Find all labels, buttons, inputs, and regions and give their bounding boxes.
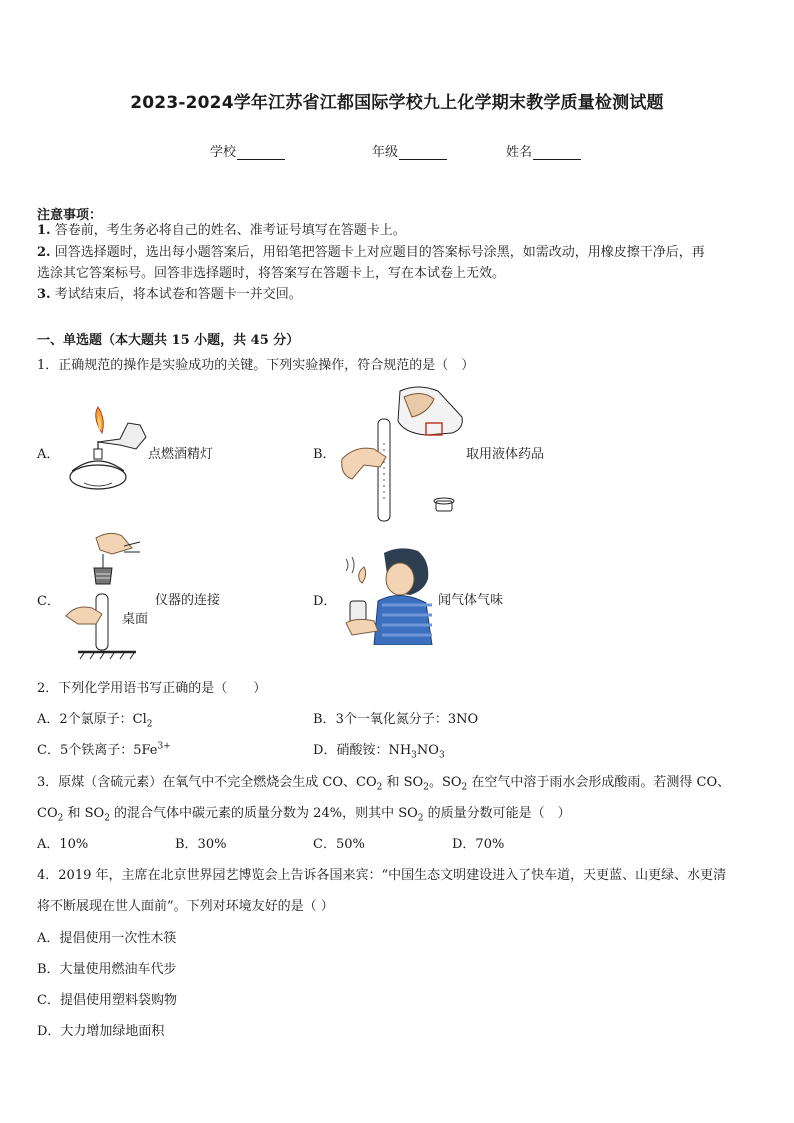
q3-option-b: B．30% xyxy=(175,837,227,852)
notice-item-2: 2. 回答选择题时，选出每小题答案后，用铅笔把答题卡上对应题目的答案标号涂黑，如需改动，用橡皮擦干净后，再 xyxy=(37,245,705,260)
name-field xyxy=(506,141,581,160)
q2-option-b: B．3个一氧化氮分子：3NO xyxy=(313,712,479,727)
liquid-transfer-figure xyxy=(338,383,468,523)
grade-field xyxy=(372,141,447,160)
q1-option-b-caption: 取用液体药品 xyxy=(466,447,545,462)
q1-option-a-letter: A． xyxy=(37,447,60,462)
notice-item-3: 3. 考试结束后，将本试卷和答题卡一并交回。 xyxy=(37,287,302,302)
q1-option-d-letter: D． xyxy=(313,594,337,609)
name-blank xyxy=(533,146,581,160)
q4-option-a: A．提倡使用一次性木筷 xyxy=(37,931,177,946)
q3-option-a: A．10% xyxy=(37,837,89,852)
q1-option-c-letter: C． xyxy=(37,594,60,609)
school-blank xyxy=(237,146,285,160)
q1-stem: 1．正确规范的操作是实验成功的关键。下列实验操作，符合规范的是（ ） xyxy=(37,358,475,373)
q3-stem-line-2: $CO_2$ 和 $SO_2$ 的混合气体中碳元素的质量分数为 24%，则其中 $SO_2$ 的质量分数可能是（ ） xyxy=(37,806,571,824)
notice-item-2-cont: 选涂其它答案标号。回答非选择题时，将答案写在答题卡上，写在本试卷上无效。 xyxy=(37,266,506,281)
q1-option-a-caption: 点燃酒精灯 xyxy=(148,447,214,462)
q2-option-d: D．硝酸铵：$NH_3NO_3$ xyxy=(313,743,445,761)
smelling-gas-figure xyxy=(338,545,438,645)
q1-option-b-letter: B． xyxy=(313,447,336,462)
q2-option-c: C．5个铁离子：$5Fe^{3+}$ xyxy=(37,741,171,758)
alcohol-lamp-figure xyxy=(62,405,152,497)
notice-item-1: 1. 答卷前，考生务必将自己的姓名、准考证号填写在答题卡上。 xyxy=(37,223,406,238)
section-title: 一、单选题（本大题共 15 小题，共 45 分） xyxy=(37,333,300,348)
q3-option-c: C．50% xyxy=(313,837,365,852)
page-title: 2023-2024学年江苏省江都国际学校九上化学期末教学质量检测试题 xyxy=(130,93,664,113)
q1-option-d-caption: 闻气体气味 xyxy=(438,593,504,608)
name-label: 姓名 xyxy=(506,145,533,160)
q3-stem-line-1: 3．原煤（含硫元素）在氧气中不完全燃烧会生成 CO、$CO_2$ 和 $SO_2$。$SO_2$ 在空气中溶于雨水会形成酸雨。若测得 CO、 xyxy=(37,775,731,793)
grade-blank xyxy=(399,146,447,160)
q2-stem: 2．下列化学用语书写正确的是（ ） xyxy=(37,681,267,696)
q1-option-c-caption: 仪器的连接 xyxy=(155,593,221,608)
q4-stem-line-2: 将不断展现在世人面前”。下列对环境友好的是（ ） xyxy=(37,899,334,914)
q4-option-d: D．大力增加绿地面积 xyxy=(37,1024,165,1039)
q4-stem-line-1: 4．2019 年，主席在北京世界园艺博览会上告诉各国来宾：“中国生态文明建设进入了快车道，天更蓝、山更绿、水更清 xyxy=(37,868,727,883)
school-label: 学校 xyxy=(210,145,237,160)
notice-title: 注意事项： xyxy=(37,208,103,223)
q2-option-a: A．2个氯原子：$Cl_2$ xyxy=(37,712,153,730)
school-field xyxy=(210,141,285,160)
q3-option-d: D．70% xyxy=(452,837,505,852)
q1-option-c-table-label: 桌面 xyxy=(122,612,149,627)
apparatus-connection-figure xyxy=(60,530,152,662)
q4-option-c: C．提倡使用塑料袋购物 xyxy=(37,993,177,1008)
grade-label: 年级 xyxy=(372,145,399,160)
q4-option-b: B．大量使用燃油车代步 xyxy=(37,962,177,977)
